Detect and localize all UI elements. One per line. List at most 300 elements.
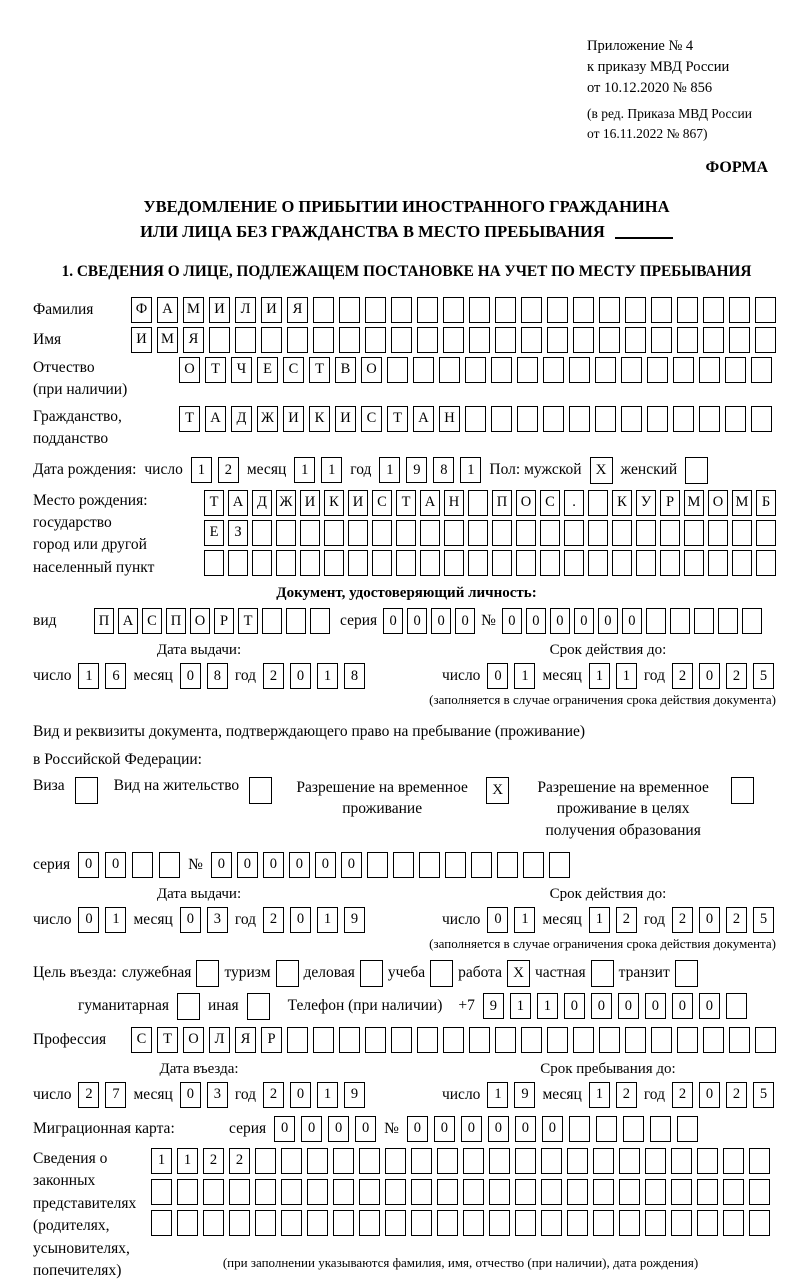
char-cell[interactable]: К: [612, 490, 632, 516]
char-cell[interactable]: [749, 1210, 770, 1236]
char-cell[interactable]: Т: [204, 490, 224, 516]
char-cell[interactable]: [729, 1027, 750, 1053]
char-cell[interactable]: [492, 520, 512, 546]
char-cell[interactable]: 7: [105, 1082, 126, 1108]
char-cell[interactable]: [703, 327, 724, 353]
char-cell[interactable]: 1: [616, 663, 637, 689]
char-cell[interactable]: [726, 993, 747, 1019]
char-cell[interactable]: 2: [672, 1082, 693, 1108]
char-cell[interactable]: [573, 1027, 594, 1053]
char-cell[interactable]: Ф: [131, 297, 152, 323]
char-cell[interactable]: 2: [263, 1082, 284, 1108]
char-cell[interactable]: 9: [514, 1082, 535, 1108]
char-cell[interactable]: 0: [574, 608, 594, 634]
char-cell[interactable]: Д: [252, 490, 272, 516]
char-cell[interactable]: 3: [207, 907, 228, 933]
char-cell[interactable]: 2: [672, 663, 693, 689]
char-cell[interactable]: [517, 406, 538, 432]
char-cell[interactable]: 1: [514, 907, 535, 933]
char-cell[interactable]: [276, 520, 296, 546]
char-cell[interactable]: [229, 1210, 250, 1236]
char-cell[interactable]: [625, 297, 646, 323]
char-cell[interactable]: [313, 297, 334, 323]
char-cell[interactable]: 0: [550, 608, 570, 634]
char-cell[interactable]: [339, 297, 360, 323]
char-cell[interactable]: В: [335, 357, 356, 383]
char-cell[interactable]: [420, 520, 440, 546]
char-cell[interactable]: [749, 1148, 770, 1174]
char-cell[interactable]: 1: [191, 457, 212, 483]
char-cell[interactable]: Т: [179, 406, 200, 432]
temp-residence-checkbox[interactable]: X: [486, 777, 509, 804]
char-cell[interactable]: 0: [488, 1116, 509, 1142]
char-cell[interactable]: [313, 1027, 334, 1053]
char-cell[interactable]: [372, 550, 392, 576]
purpose-other-checkbox[interactable]: [247, 993, 270, 1020]
char-cell[interactable]: [468, 520, 488, 546]
char-cell[interactable]: [567, 1148, 588, 1174]
char-cell[interactable]: [177, 1179, 198, 1205]
char-cell[interactable]: [385, 1210, 406, 1236]
char-cell[interactable]: [756, 550, 776, 576]
char-cell[interactable]: [365, 297, 386, 323]
purpose-work-checkbox[interactable]: X: [507, 960, 530, 987]
char-cell[interactable]: [543, 406, 564, 432]
char-cell[interactable]: [471, 852, 492, 878]
char-cell[interactable]: [660, 550, 680, 576]
char-cell[interactable]: [417, 297, 438, 323]
char-cell[interactable]: 0: [598, 608, 618, 634]
char-cell[interactable]: [651, 297, 672, 323]
char-cell[interactable]: [517, 357, 538, 383]
char-cell[interactable]: [300, 550, 320, 576]
char-cell[interactable]: [699, 357, 720, 383]
char-cell[interactable]: Т: [309, 357, 330, 383]
char-cell[interactable]: 1: [487, 1082, 508, 1108]
char-cell[interactable]: [671, 1210, 692, 1236]
char-cell[interactable]: [281, 1148, 302, 1174]
char-cell[interactable]: А: [205, 406, 226, 432]
char-cell[interactable]: С: [361, 406, 382, 432]
char-cell[interactable]: [523, 852, 544, 878]
char-cell[interactable]: [645, 1148, 666, 1174]
char-cell[interactable]: Е: [257, 357, 278, 383]
char-cell[interactable]: А: [157, 297, 178, 323]
char-cell[interactable]: Т: [157, 1027, 178, 1053]
char-cell[interactable]: [543, 357, 564, 383]
residence-permit-checkbox[interactable]: [249, 777, 272, 804]
char-cell[interactable]: 2: [616, 907, 637, 933]
char-cell[interactable]: З: [228, 520, 248, 546]
char-cell[interactable]: [348, 550, 368, 576]
char-cell[interactable]: 1: [514, 663, 535, 689]
purpose-humanitarian-checkbox[interactable]: [177, 993, 200, 1020]
char-cell[interactable]: [599, 297, 620, 323]
char-cell[interactable]: [204, 550, 224, 576]
char-cell[interactable]: 1: [589, 1082, 610, 1108]
char-cell[interactable]: [599, 1027, 620, 1053]
char-cell[interactable]: [651, 1027, 672, 1053]
char-cell[interactable]: [359, 1210, 380, 1236]
char-cell[interactable]: [262, 608, 282, 634]
char-cell[interactable]: [588, 490, 608, 516]
char-cell[interactable]: О: [708, 490, 728, 516]
char-cell[interactable]: [439, 357, 460, 383]
char-cell[interactable]: 5: [753, 663, 774, 689]
char-cell[interactable]: И: [335, 406, 356, 432]
char-cell[interactable]: [339, 327, 360, 353]
char-cell[interactable]: [468, 550, 488, 576]
char-cell[interactable]: [468, 490, 488, 516]
char-cell[interactable]: [437, 1148, 458, 1174]
char-cell[interactable]: [718, 608, 738, 634]
char-cell[interactable]: [694, 608, 714, 634]
char-cell[interactable]: [281, 1210, 302, 1236]
char-cell[interactable]: [751, 406, 772, 432]
char-cell[interactable]: [491, 406, 512, 432]
char-cell[interactable]: [593, 1179, 614, 1205]
char-cell[interactable]: [645, 1179, 666, 1205]
char-cell[interactable]: [547, 327, 568, 353]
char-cell[interactable]: Ч: [231, 357, 252, 383]
char-cell[interactable]: [647, 357, 668, 383]
char-cell[interactable]: 0: [487, 907, 508, 933]
char-cell[interactable]: [755, 1027, 776, 1053]
char-cell[interactable]: [599, 327, 620, 353]
char-cell[interactable]: М: [157, 327, 178, 353]
char-cell[interactable]: У: [636, 490, 656, 516]
char-cell[interactable]: [515, 1179, 536, 1205]
char-cell[interactable]: 1: [589, 907, 610, 933]
female-checkbox[interactable]: [685, 457, 708, 484]
char-cell[interactable]: [725, 406, 746, 432]
char-cell[interactable]: [732, 520, 752, 546]
char-cell[interactable]: [411, 1179, 432, 1205]
char-cell[interactable]: [723, 1148, 744, 1174]
char-cell[interactable]: 2: [726, 663, 747, 689]
char-cell[interactable]: 0: [645, 993, 666, 1019]
char-cell[interactable]: 2: [672, 907, 693, 933]
char-cell[interactable]: 0: [515, 1116, 536, 1142]
char-cell[interactable]: [313, 327, 334, 353]
char-cell[interactable]: [729, 327, 750, 353]
char-cell[interactable]: 0: [502, 608, 522, 634]
char-cell[interactable]: [625, 327, 646, 353]
char-cell[interactable]: 8: [344, 663, 365, 689]
char-cell[interactable]: Я: [183, 327, 204, 353]
char-cell[interactable]: [619, 1148, 640, 1174]
char-cell[interactable]: [723, 1179, 744, 1205]
char-cell[interactable]: И: [283, 406, 304, 432]
char-cell[interactable]: 1: [177, 1148, 198, 1174]
char-cell[interactable]: [391, 1027, 412, 1053]
char-cell[interactable]: [281, 1179, 302, 1205]
char-cell[interactable]: 1: [317, 663, 338, 689]
char-cell[interactable]: [621, 357, 642, 383]
char-cell[interactable]: [541, 1210, 562, 1236]
char-cell[interactable]: [621, 406, 642, 432]
char-cell[interactable]: [287, 1027, 308, 1053]
char-cell[interactable]: О: [516, 490, 536, 516]
char-cell[interactable]: С: [131, 1027, 152, 1053]
char-cell[interactable]: П: [94, 608, 114, 634]
char-cell[interactable]: 0: [699, 1082, 720, 1108]
char-cell[interactable]: [595, 406, 616, 432]
char-cell[interactable]: [489, 1210, 510, 1236]
char-cell[interactable]: 0: [180, 907, 201, 933]
purpose-study-checkbox[interactable]: [430, 960, 453, 987]
char-cell[interactable]: [521, 297, 542, 323]
char-cell[interactable]: [286, 608, 306, 634]
char-cell[interactable]: Д: [231, 406, 252, 432]
char-cell[interactable]: Т: [396, 490, 416, 516]
char-cell[interactable]: Ж: [276, 490, 296, 516]
char-cell[interactable]: [307, 1179, 328, 1205]
char-cell[interactable]: [547, 297, 568, 323]
char-cell[interactable]: А: [420, 490, 440, 516]
char-cell[interactable]: О: [179, 357, 200, 383]
char-cell[interactable]: [515, 1210, 536, 1236]
char-cell[interactable]: [443, 327, 464, 353]
char-cell[interactable]: [396, 520, 416, 546]
char-cell[interactable]: 2: [78, 1082, 99, 1108]
char-cell[interactable]: И: [131, 327, 152, 353]
char-cell[interactable]: [697, 1210, 718, 1236]
char-cell[interactable]: [348, 520, 368, 546]
char-cell[interactable]: [469, 297, 490, 323]
char-cell[interactable]: [443, 1027, 464, 1053]
char-cell[interactable]: 0: [622, 608, 642, 634]
char-cell[interactable]: 2: [203, 1148, 224, 1174]
char-cell[interactable]: [255, 1148, 276, 1174]
char-cell[interactable]: 0: [301, 1116, 322, 1142]
char-cell[interactable]: 2: [616, 1082, 637, 1108]
char-cell[interactable]: [411, 1148, 432, 1174]
char-cell[interactable]: [612, 550, 632, 576]
char-cell[interactable]: [647, 406, 668, 432]
char-cell[interactable]: [612, 520, 632, 546]
char-cell[interactable]: 0: [564, 993, 585, 1019]
char-cell[interactable]: 0: [290, 907, 311, 933]
char-cell[interactable]: [310, 608, 330, 634]
char-cell[interactable]: [307, 1210, 328, 1236]
char-cell[interactable]: [469, 327, 490, 353]
char-cell[interactable]: [677, 327, 698, 353]
char-cell[interactable]: [491, 357, 512, 383]
char-cell[interactable]: [636, 550, 656, 576]
char-cell[interactable]: [650, 1116, 671, 1142]
char-cell[interactable]: [391, 327, 412, 353]
char-cell[interactable]: [636, 520, 656, 546]
char-cell[interactable]: А: [413, 406, 434, 432]
char-cell[interactable]: [495, 297, 516, 323]
char-cell[interactable]: [385, 1179, 406, 1205]
char-cell[interactable]: [465, 357, 486, 383]
char-cell[interactable]: [365, 327, 386, 353]
char-cell[interactable]: [755, 297, 776, 323]
char-cell[interactable]: Т: [238, 608, 258, 634]
char-cell[interactable]: 1: [294, 457, 315, 483]
char-cell[interactable]: И: [300, 490, 320, 516]
char-cell[interactable]: М: [183, 297, 204, 323]
char-cell[interactable]: Б: [756, 490, 776, 516]
char-cell[interactable]: [671, 1148, 692, 1174]
char-cell[interactable]: 1: [379, 457, 400, 483]
char-cell[interactable]: [132, 852, 153, 878]
char-cell[interactable]: [541, 1179, 562, 1205]
char-cell[interactable]: 0: [487, 663, 508, 689]
char-cell[interactable]: [547, 1027, 568, 1053]
char-cell[interactable]: 0: [542, 1116, 563, 1142]
char-cell[interactable]: 0: [274, 1116, 295, 1142]
char-cell[interactable]: [367, 852, 388, 878]
char-cell[interactable]: [593, 1148, 614, 1174]
char-cell[interactable]: 0: [618, 993, 639, 1019]
char-cell[interactable]: [333, 1148, 354, 1174]
char-cell[interactable]: [333, 1179, 354, 1205]
char-cell[interactable]: 1: [105, 907, 126, 933]
char-cell[interactable]: [541, 1148, 562, 1174]
purpose-tourism-checkbox[interactable]: [276, 960, 299, 987]
char-cell[interactable]: С: [283, 357, 304, 383]
char-cell[interactable]: [489, 1148, 510, 1174]
char-cell[interactable]: [396, 550, 416, 576]
char-cell[interactable]: 0: [434, 1116, 455, 1142]
purpose-private-checkbox[interactable]: [591, 960, 614, 987]
char-cell[interactable]: [660, 520, 680, 546]
char-cell[interactable]: 9: [406, 457, 427, 483]
char-cell[interactable]: [540, 520, 560, 546]
char-cell[interactable]: [684, 550, 704, 576]
char-cell[interactable]: [742, 608, 762, 634]
char-cell[interactable]: Е: [204, 520, 224, 546]
char-cell[interactable]: [463, 1179, 484, 1205]
char-cell[interactable]: Н: [439, 406, 460, 432]
char-cell[interactable]: 0: [237, 852, 258, 878]
char-cell[interactable]: 0: [383, 608, 403, 634]
char-cell[interactable]: [391, 297, 412, 323]
char-cell[interactable]: П: [166, 608, 186, 634]
char-cell[interactable]: [255, 1210, 276, 1236]
char-cell[interactable]: М: [732, 490, 752, 516]
char-cell[interactable]: [411, 1210, 432, 1236]
char-cell[interactable]: О: [190, 608, 210, 634]
char-cell[interactable]: [465, 406, 486, 432]
visa-checkbox[interactable]: [75, 777, 98, 804]
char-cell[interactable]: 0: [699, 663, 720, 689]
char-cell[interactable]: [751, 357, 772, 383]
char-cell[interactable]: 0: [355, 1116, 376, 1142]
char-cell[interactable]: [567, 1179, 588, 1205]
char-cell[interactable]: [569, 357, 590, 383]
char-cell[interactable]: [516, 550, 536, 576]
char-cell[interactable]: С: [372, 490, 392, 516]
char-cell[interactable]: [567, 1210, 588, 1236]
char-cell[interactable]: [393, 852, 414, 878]
char-cell[interactable]: О: [183, 1027, 204, 1053]
char-cell[interactable]: [749, 1179, 770, 1205]
char-cell[interactable]: [677, 297, 698, 323]
char-cell[interactable]: [729, 297, 750, 323]
char-cell[interactable]: [588, 550, 608, 576]
char-cell[interactable]: М: [684, 490, 704, 516]
char-cell[interactable]: 0: [78, 852, 99, 878]
char-cell[interactable]: [261, 327, 282, 353]
char-cell[interactable]: [677, 1027, 698, 1053]
char-cell[interactable]: 1: [151, 1148, 172, 1174]
char-cell[interactable]: [333, 1210, 354, 1236]
char-cell[interactable]: [387, 357, 408, 383]
char-cell[interactable]: 0: [699, 907, 720, 933]
char-cell[interactable]: [417, 327, 438, 353]
char-cell[interactable]: [645, 1210, 666, 1236]
char-cell[interactable]: [697, 1179, 718, 1205]
char-cell[interactable]: [708, 550, 728, 576]
char-cell[interactable]: Н: [444, 490, 464, 516]
char-cell[interactable]: [521, 1027, 542, 1053]
char-cell[interactable]: [723, 1210, 744, 1236]
char-cell[interactable]: [203, 1210, 224, 1236]
char-cell[interactable]: 9: [483, 993, 504, 1019]
char-cell[interactable]: Ж: [257, 406, 278, 432]
char-cell[interactable]: [569, 406, 590, 432]
char-cell[interactable]: 2: [263, 663, 284, 689]
char-cell[interactable]: [417, 1027, 438, 1053]
char-cell[interactable]: 8: [433, 457, 454, 483]
char-cell[interactable]: [372, 520, 392, 546]
char-cell[interactable]: 1: [78, 663, 99, 689]
char-cell[interactable]: [593, 1210, 614, 1236]
char-cell[interactable]: Я: [235, 1027, 256, 1053]
char-cell[interactable]: Я: [287, 297, 308, 323]
char-cell[interactable]: А: [228, 490, 248, 516]
char-cell[interactable]: Л: [209, 1027, 230, 1053]
char-cell[interactable]: [515, 1148, 536, 1174]
char-cell[interactable]: Р: [261, 1027, 282, 1053]
char-cell[interactable]: [516, 520, 536, 546]
male-checkbox[interactable]: X: [590, 457, 613, 484]
char-cell[interactable]: [540, 550, 560, 576]
char-cell[interactable]: 0: [526, 608, 546, 634]
char-cell[interactable]: [159, 852, 180, 878]
char-cell[interactable]: [573, 327, 594, 353]
char-cell[interactable]: [252, 520, 272, 546]
char-cell[interactable]: [151, 1210, 172, 1236]
char-cell[interactable]: А: [118, 608, 138, 634]
char-cell[interactable]: [385, 1148, 406, 1174]
char-cell[interactable]: 0: [263, 852, 284, 878]
char-cell[interactable]: Т: [205, 357, 226, 383]
char-cell[interactable]: 1: [317, 1082, 338, 1108]
char-cell[interactable]: К: [324, 490, 344, 516]
char-cell[interactable]: 0: [315, 852, 336, 878]
char-cell[interactable]: [756, 520, 776, 546]
char-cell[interactable]: 0: [289, 852, 310, 878]
char-cell[interactable]: И: [209, 297, 230, 323]
purpose-business-checkbox[interactable]: [360, 960, 383, 987]
char-cell[interactable]: [445, 852, 466, 878]
char-cell[interactable]: [703, 297, 724, 323]
char-cell[interactable]: [595, 357, 616, 383]
char-cell[interactable]: [287, 327, 308, 353]
char-cell[interactable]: [697, 1148, 718, 1174]
char-cell[interactable]: 0: [211, 852, 232, 878]
char-cell[interactable]: 2: [229, 1148, 250, 1174]
char-cell[interactable]: [623, 1116, 644, 1142]
char-cell[interactable]: [755, 327, 776, 353]
char-cell[interactable]: 0: [407, 1116, 428, 1142]
char-cell[interactable]: [437, 1179, 458, 1205]
